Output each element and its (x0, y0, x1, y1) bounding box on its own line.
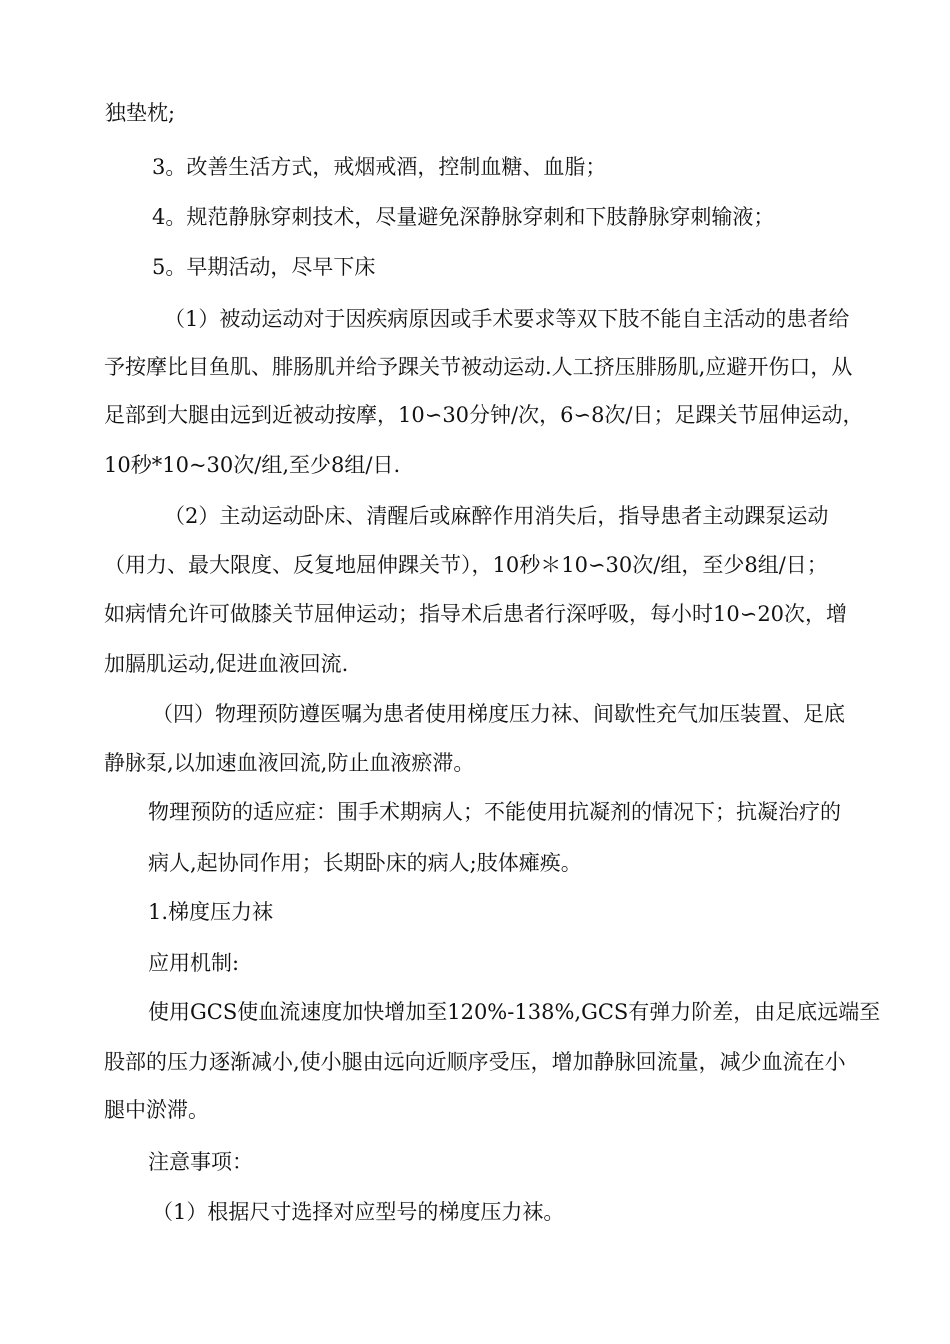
text-line: 注意事项： (148, 1150, 253, 1174)
text-line: 病人,起协同作用；长期卧床的病人;肢体瘫痪。 (148, 851, 582, 875)
text-line: （用力、最大限度、反复地屈伸踝关节），10秒＊10∽30次/组，至少8组/日； (104, 553, 828, 577)
text-line: 予按摩比目鱼肌、腓肠肌并给予踝关节被动运动.人工挤压腓肠肌,应避开伤口，从 (104, 355, 853, 379)
text-line: 5。早期活动，尽早下床 (152, 255, 376, 279)
text-line: 10秒*10~30次/组,至少8组/日. (104, 453, 401, 477)
text-line: 腿中淤滞。 (104, 1098, 209, 1122)
text-line: 如病情允许可做膝关节屈伸运动；指导术后患者行深呼吸，每小时10∽20次，增 (104, 602, 848, 626)
text-line: 足部到大腿由远到近被动按摩，10∽30分钟/次，6∽8次/日；足踝关节屈伸运动， (104, 403, 864, 427)
text-line: 静脉泵,以加速血液回流,防止血液瘀滞。 (104, 751, 475, 775)
text-line: 3。改善生活方式，戒烟戒酒，控制血糖、血脂； (152, 155, 607, 179)
text-line: （2）主动运动卧床、清醒后或麻醉作用消失后，指导患者主动踝泵运动 (164, 504, 829, 528)
text-line: 1.梯度压力袜 (148, 900, 274, 924)
text-line: 应用机制: (148, 951, 240, 975)
text-line: （四）物理预防遵医嘱为患者使用梯度压力袜、间歇性充气加压装置、足底 (152, 702, 845, 726)
text-line: （1）根据尺寸选择对应型号的梯度压力袜。 (152, 1200, 565, 1224)
text-line: （1）被动运动对于因疾病原因或手术要求等双下肢不能自主活动的患者给 (164, 307, 850, 331)
text-line: 物理预防的适应症：围手术期病人；不能使用抗凝剂的情况下；抗凝治疗的 (148, 800, 841, 824)
text-line: 股部的压力逐渐减小,使小腿由远向近顺序受压，增加静脉回流量，减少血流在小 (104, 1050, 846, 1074)
text-line: 4。规范静脉穿刺技术，尽量避免深静脉穿刺和下肢静脉穿刺输液； (152, 205, 775, 229)
text-line: 加膈肌运动,促进血液回流. (104, 652, 349, 676)
text-line: 独垫枕; (105, 101, 176, 125)
text-line: 使用GCS使血流速度加快增加至120%-138%,GCS有弹力阶差，由足底远端至 (148, 1000, 881, 1024)
